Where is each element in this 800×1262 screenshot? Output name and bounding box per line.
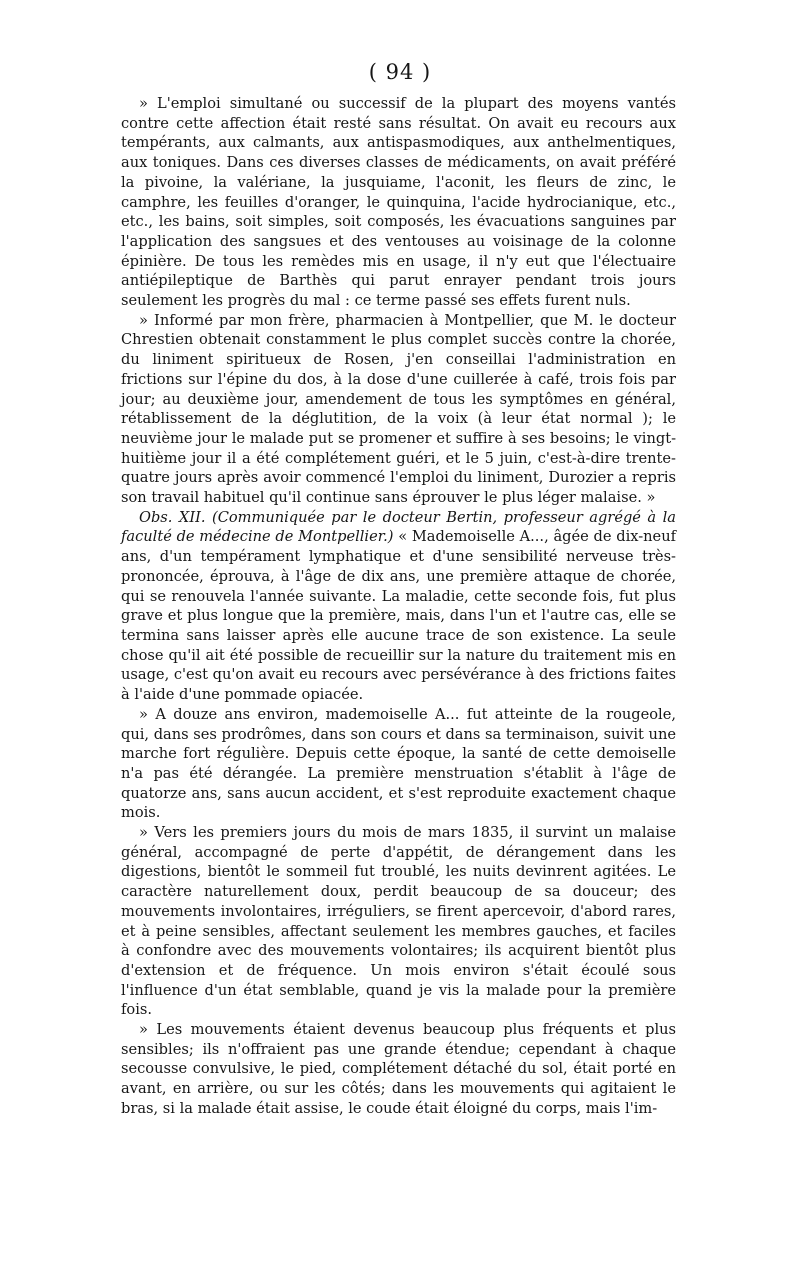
- observation-text: « Mademoiselle A..., âgée de dix-neuf ans, d'un tempérament lymphatique et d'une sensibilité nerveuse très-prononcée, éprouva, à l'âge de dix ans, une première attaque de chorée, qui se renouvela l'année suivante. La maladie, cette seconde fois, fut plus grave et plus longue que la première, mais, dans l'un et l'autre cas, elle se termina sans laisser après elle aucune trace de son existence. La seule chose qu'il ait été possible de recueillir sur la nature du traitement mis en usage, c'est qu'on avait eu recours avec persévérance à des frictions faites à l'aide d'une pommade opiacée.: [121, 528, 676, 704]
- observation-label: Obs. XII.: [139, 508, 206, 526]
- paragraph-1: » L'emploi simultané ou successif de la plupart des moyens vantés contre cette affection était resté sans résultat. On avait eu recours aux tempérants, aux calmants, aux antispasmodiques, aux anthelmentiques, aux toniques. Dans ces diverses classes de médicaments, on avait préféré la pivoine, la valériane, la jusquiame, l'aconit, les fleurs de zinc, le camphre, les feuilles d'oranger, le quinquina, l'acide hydrocianique, etc., etc., les bains, soit simples, soit composés, les évacuations sanguines par l'application des sangsues et des ventouses au voisinage de la colonne épinière. De tous les remèdes mis en usage, il n'y eut que l'électuaire antiépileptique de Barthès qui parut enrayer pendant trois jours seulement les progrès du mal : ce terme passé ses effets furent nuls.: [121, 95, 676, 310]
- paragraph-2: » Informé par mon frère, pharmacien à Montpellier, que M. le docteur Chrestien obtenait constamment le plus complet succès contre la chorée, du liniment spiritueux de Rosen, j'en conseillai l'administration en frictions sur l'épine du dos, à la dose d'une cuillerée à café, trois fois par jour; au deuxième jour, amendement de tous les symptômes en général, rétablissement de la déglutition, de la voix (à leur état normal ); le neuvième jour le malade put se promener et suffire à ses besoins; le vingt-huitième jour il a été complétement guéri, et le 5 juin, c'est-à-dire trente-quatre jours après avoir commencé l'emploi du liniment, Durozier a repris son travail habituel qu'il continue sans éprouver le plus léger malaise. »: [121, 311, 676, 507]
- body-text: [121, 94, 676, 1119]
- paragraph-3-observation-xii: [121, 508, 676, 705]
- observation-source: (Communiquée par le docteur Bertin, professeur agrégé à la faculté de médecine de Montpellier.): [121, 508, 676, 546]
- paragraph-4: » A douze ans environ, mademoiselle A... fut atteinte de la rougeole, qui, dans ses prodrômes, dans son cours et dans sa terminaison, suivit une marche fort régulière. Depuis cette époque, la santé de cette demoiselle n'a pas été dérangée. La première menstruation s'établit à l'âge de quatorze ans, sans aucun accident, et s'est reproduite exactement chaque mois.: [121, 705, 676, 822]
- paragraph-5: » Vers les premiers jours du mois de mars 1835, il survint un malaise général, accompagné de perte d'appétit, de dérangement dans les digestions, bientôt le sommeil fut troublé, les nuits devinrent agitées. Le caractère naturellement doux, perdit beaucoup de sa douceur; des mouvements involontaires, irréguliers, se firent apercevoir, d'abord rares, et à peine sensibles, affectant seulement les membres gauches, et faciles à confondre avec des mouvements volontaires; ils acquirent bientôt plus d'extension et de fréquence. Un mois environ s'était écoulé sous l'influence d'un état semblable, quand je vis la malade pour la première fois.: [121, 824, 676, 1019]
- page-number: ( 94 ): [368, 60, 432, 84]
- paragraph-6: » Les mouvements étaient devenus beaucoup plus fréquents et plus sensibles; ils n'offraient pas une grande étendue; cependant à chaque secousse convulsive, le pied, complétement détaché du sol, était porté en avant, en arrière, ou sur les côtés; dans les mouvements qui agitaient le bras, si la malade était assise, le coude était éloigné du corps, mais l'im-: [121, 1021, 676, 1117]
